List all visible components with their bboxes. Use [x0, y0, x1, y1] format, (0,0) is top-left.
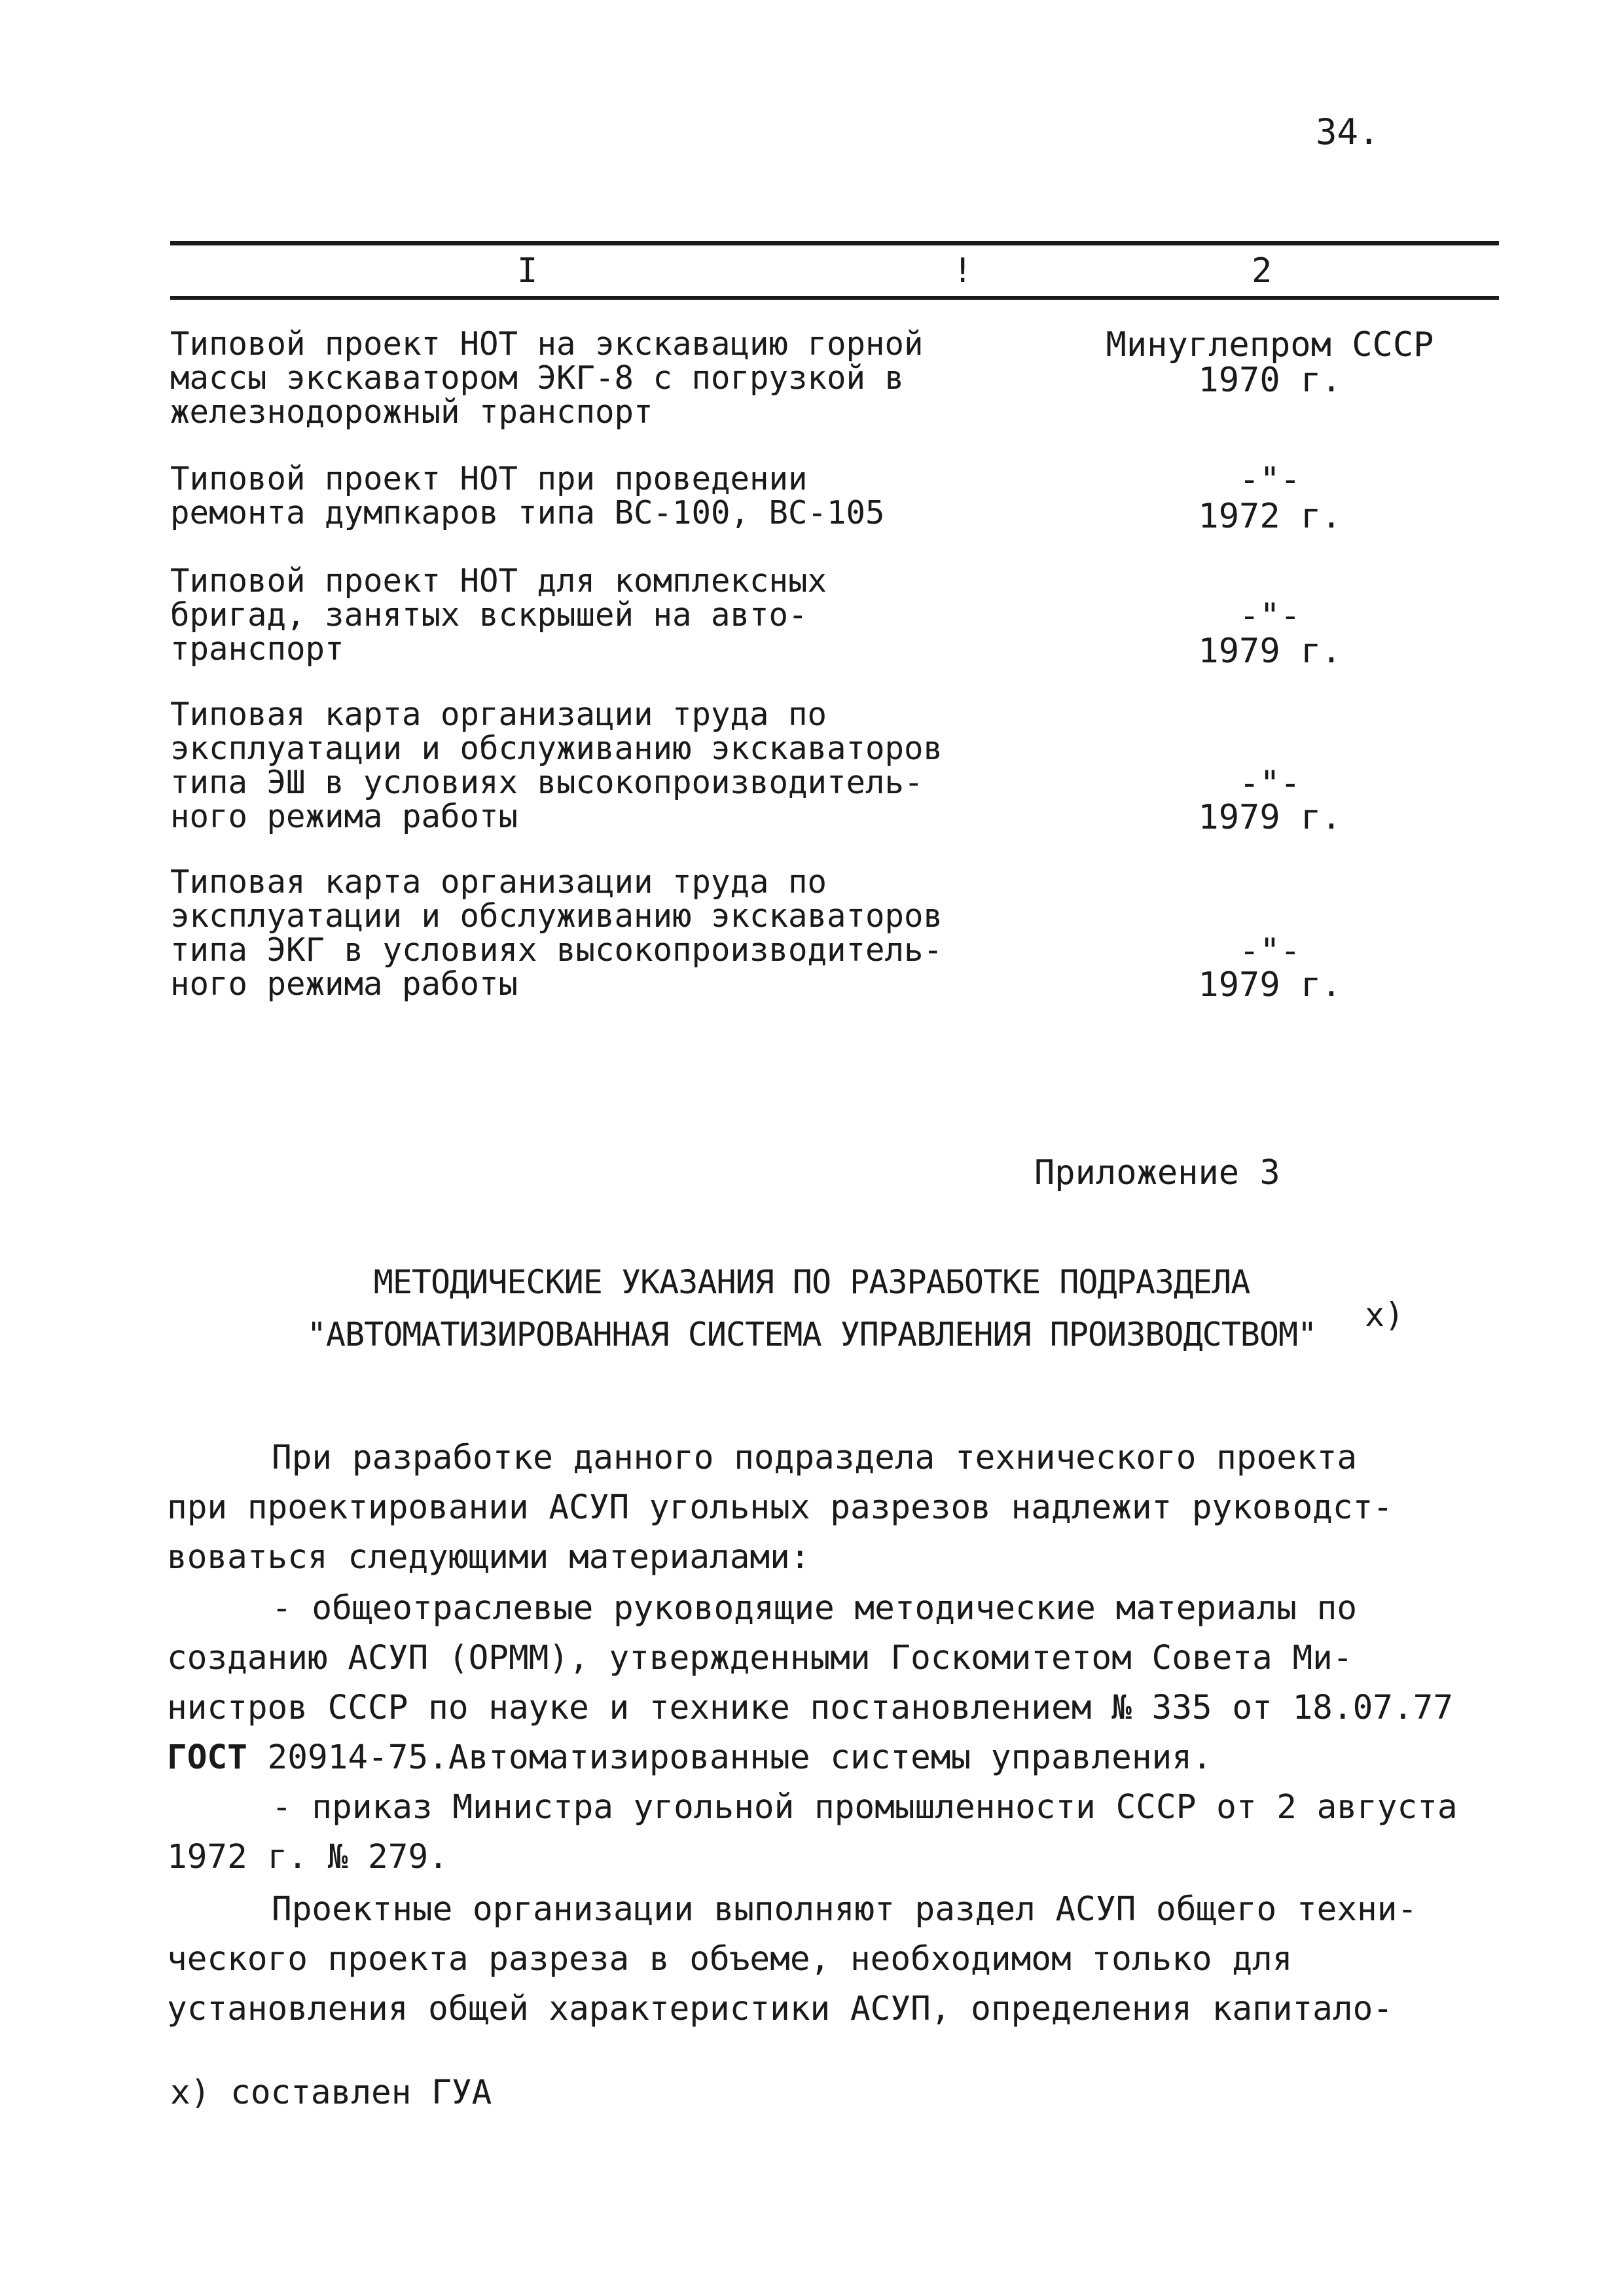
section-title-line-1: МЕТОДИЧЕСКИЕ УКАЗАНИЯ ПО РАЗРАБОТКЕ ПОДРАЗДЕЛА	[373, 1263, 1250, 1301]
row-year: 1970 г.	[1198, 361, 1342, 400]
body-line: При разработке данного подраздела технического проекта	[272, 1439, 1358, 1477]
table-header-col1: I	[517, 251, 538, 291]
row-description: Типовая карта организации труда по эксплуатации и обслуживанию экскаваторов типа ЭШ в условиях высокопроизводитель- ного режима работы	[170, 696, 943, 835]
table-header-col2: 2	[1252, 251, 1272, 291]
body-line: - общеотраслевые руководящие методические материалы по	[272, 1589, 1358, 1628]
body-line: воваться следующими материалами:	[167, 1538, 810, 1577]
row-description: Типовой проект НОТ при проведении ремонта думпкаров типа ВС-100, ВС-105	[170, 460, 885, 531]
row-year: 1979 г.	[1198, 965, 1342, 1005]
body-line: созданию АСУП (ОРММ), утвержденными Госкомитетом Совета Ми-	[167, 1639, 1353, 1677]
body-line: 1972 г. № 279.	[167, 1838, 448, 1876]
row-issuer: -"-	[1239, 931, 1301, 971]
body-line: Проектные организации выполняют раздел АСУП общего техни-	[272, 1890, 1418, 1929]
row-issuer: Минуглепром СССР	[1106, 325, 1434, 365]
row-year: 1979 г.	[1198, 632, 1342, 671]
row-description: Типовая карта организации труда по эксплуатации и обслуживанию экскаваторов типа ЭКГ в условиях высокопроизводитель- ного режима работы	[170, 863, 943, 1003]
footnote: х) составлен ГУА	[170, 2073, 492, 2112]
section-title-line-2: "АВТОМАТИЗИРОВАННАЯ СИСТЕМА УПРАВЛЕНИЯ ПРОИЗВОДСТВОМ"	[306, 1316, 1317, 1354]
title-footnote-mark: х)	[1365, 1296, 1405, 1334]
body-line: установления общей характеристики АСУП, определения капитало-	[167, 1990, 1393, 2028]
table-top-rule	[170, 241, 1499, 245]
body-line	[167, 1733, 1476, 1783]
annex-label: Приложение 3	[1034, 1153, 1280, 1193]
row-issuer: -"-	[1239, 460, 1301, 499]
row-description: Типовой проект НОТ на экскавацию горной массы экскаватором ЭКГ-8 с погрузкой в железнодорожный транспорт	[170, 325, 924, 431]
row-year: 1979 г.	[1198, 798, 1342, 837]
row-year: 1972 г.	[1198, 497, 1342, 536]
body-line: нистров СССР по науке и технике постановлением № 335 от 18.07.77	[167, 1689, 1454, 1727]
row-issuer: -"-	[1239, 596, 1301, 636]
body-line: - приказ Министра угольной промышленности СССР от 2 августа	[272, 1788, 1458, 1827]
table-header-separator: !	[952, 251, 973, 291]
row-issuer: -"-	[1239, 764, 1301, 803]
table-header-rule	[170, 296, 1499, 300]
row-description: Типовой проект НОТ для комплексных бригад, занятых вскрышей на авто- транспорт	[170, 562, 827, 668]
gost-text: 20914-75.Автоматизированные системы управления.	[247, 1738, 1212, 1777]
page-number: 34.	[1316, 111, 1380, 152]
gost-label: ГОСТ	[167, 1738, 247, 1777]
body-line: ческого проекта разреза в объеме, необходимом только для	[167, 1940, 1293, 1979]
body-line: при проектировании АСУП угольных разрезов надлежит руководст-	[167, 1488, 1393, 1527]
